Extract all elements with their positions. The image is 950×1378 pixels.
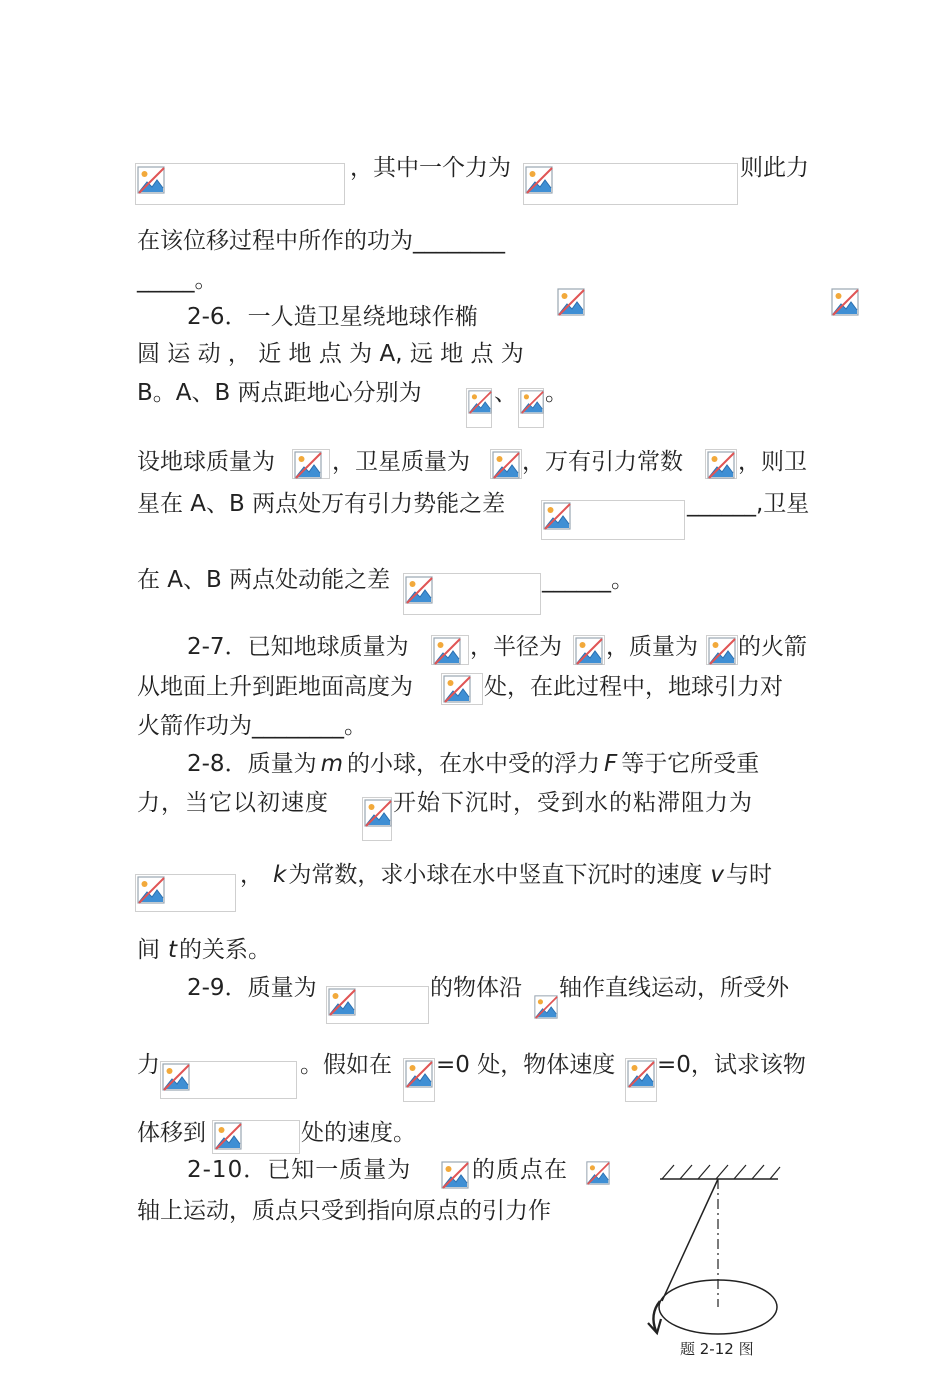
text-line: _____。 — [137, 267, 218, 293]
variable-m: m — [320, 751, 343, 777]
image-placeholder — [292, 449, 330, 479]
text-line: 从地面上升到距地面高度为 — [137, 674, 413, 700]
text-line: =0，试求该物 — [657, 1052, 806, 1078]
image-placeholder — [135, 163, 345, 205]
image-placeholder — [585, 1160, 611, 1188]
problem-2-8 — [187, 749, 759, 779]
broken-image-icon — [137, 876, 165, 904]
image-placeholder — [556, 287, 588, 319]
broken-image-icon — [492, 451, 520, 479]
text-run: 等于它所受重 — [621, 751, 760, 777]
image-placeholder — [705, 449, 737, 479]
text-run: 2-8．质量为 — [187, 751, 317, 777]
image-placeholder — [403, 1058, 435, 1102]
text-line — [240, 860, 772, 890]
text-line: 力 — [137, 1052, 160, 1078]
variable-v: v — [710, 862, 724, 888]
image-placeholder — [518, 388, 544, 428]
text-line: ，半径为 — [470, 634, 562, 660]
image-placeholder — [441, 673, 483, 705]
text-line: 设地球质量为 — [137, 449, 275, 475]
image-placeholder — [431, 635, 469, 665]
text-line: ，则卫 — [738, 449, 807, 475]
text-line: 的物体沿 — [430, 975, 522, 1001]
problem-2-9: 2-9．质量为 — [187, 975, 317, 1001]
image-placeholder — [573, 635, 605, 665]
text-run: 的关系。 — [179, 937, 272, 963]
broken-image-icon — [214, 1122, 242, 1150]
image-placeholder — [160, 1061, 297, 1099]
image-placeholder — [533, 994, 559, 1022]
text-line: 的火箭 — [738, 634, 807, 660]
text-run: 的小球，在水中受的浮力 — [346, 751, 600, 777]
text-line: ，质量为 — [606, 634, 698, 660]
text-line: 开始下沉时，受到水的粘滞阻力为 — [393, 790, 753, 816]
text-line: 、 — [494, 380, 517, 406]
text-line: 轴作直线运动，所受外 — [559, 975, 789, 1001]
text-line: 则此力 — [740, 155, 809, 181]
text-line: 力，当它以初速度 — [137, 790, 329, 816]
text-line: B。A、B 两点距地心分别为 — [137, 380, 422, 406]
text-line: 圆 运 动 ， 近 地 点 为 A, 远 地 点 为 — [137, 341, 524, 367]
broken-image-icon — [534, 995, 558, 1019]
broken-image-icon — [557, 288, 585, 316]
broken-image-icon — [137, 166, 165, 194]
text-line: ，卫星质量为 — [332, 449, 470, 475]
image-placeholder — [523, 163, 738, 205]
broken-image-icon — [468, 390, 492, 414]
variable-k: k — [273, 862, 287, 888]
text-line: ______。 — [542, 567, 634, 593]
text-run: 与时 — [725, 862, 772, 888]
ceiling-hatch — [662, 1165, 780, 1179]
image-placeholder — [326, 986, 429, 1024]
image-placeholder — [625, 1058, 657, 1102]
broken-image-icon — [525, 166, 553, 194]
broken-image-icon — [162, 1063, 190, 1091]
problem-2-6: 2-6．一人造卫星绕地球作椭 — [187, 304, 478, 330]
image-placeholder — [135, 874, 236, 912]
broken-image-icon — [443, 675, 471, 703]
text-line: 。假如在 — [300, 1052, 392, 1078]
image-placeholder — [403, 573, 541, 615]
text-line: ______,卫星 — [687, 491, 810, 517]
text-line: 体移到 — [137, 1120, 206, 1146]
text-line — [137, 935, 271, 965]
text-line: 处的速度。 — [301, 1120, 416, 1146]
text-run: 间 — [137, 937, 160, 963]
image-placeholder — [541, 500, 685, 540]
variable-t: t — [168, 937, 178, 963]
broken-image-icon — [294, 451, 322, 479]
broken-image-icon — [831, 288, 859, 316]
figure-caption: 题 2-12 图 — [680, 1340, 754, 1358]
problem-2-10: 2-10．已知一质量为 — [187, 1157, 412, 1183]
text-line: 火箭作功为________。 — [137, 713, 367, 739]
text-line: 在 A、B 两点处动能之差 — [137, 567, 391, 593]
pendulum-figure — [630, 1155, 800, 1375]
text-line: 星在 A、B 两点处万有引力势能之差 — [137, 491, 506, 517]
broken-image-icon — [405, 576, 433, 604]
text-line: 。 — [545, 380, 568, 406]
broken-image-icon — [433, 637, 461, 665]
text-line: 的质点在 — [472, 1157, 568, 1183]
image-placeholder — [490, 449, 522, 479]
image-placeholder — [362, 797, 392, 841]
text-line: 在该位移过程中所作的功为________ — [137, 228, 505, 254]
broken-image-icon — [586, 1161, 610, 1185]
image-placeholder — [706, 635, 738, 665]
broken-image-icon — [520, 390, 544, 414]
text-line: ，其中一个力为 — [350, 155, 511, 181]
image-placeholder — [440, 1160, 472, 1190]
text-run: ， — [240, 862, 263, 888]
broken-image-icon — [627, 1060, 655, 1088]
text-line: 轴上运动，质点只受到指向原点的引力作 — [137, 1198, 551, 1224]
broken-image-icon — [405, 1060, 433, 1088]
image-placeholder — [212, 1120, 300, 1154]
text-run: 为常数，求小球在水中竖直下沉时的速度 — [288, 862, 703, 888]
text-line: ，万有引力常数 — [522, 449, 683, 475]
broken-image-icon — [328, 988, 356, 1016]
broken-image-icon — [364, 799, 392, 827]
image-placeholder — [830, 287, 862, 319]
broken-image-icon — [441, 1161, 469, 1189]
image-placeholder — [466, 388, 492, 428]
broken-image-icon — [575, 637, 603, 665]
variable-F: F — [603, 751, 618, 777]
broken-image-icon — [708, 637, 736, 665]
text-line: 处，在此过程中，地球引力对 — [484, 674, 783, 700]
text-line: =0 处，物体速度 — [436, 1052, 616, 1078]
problem-2-7: 2-7．已知地球质量为 — [187, 634, 409, 660]
broken-image-icon — [707, 451, 735, 479]
broken-image-icon — [543, 502, 571, 530]
